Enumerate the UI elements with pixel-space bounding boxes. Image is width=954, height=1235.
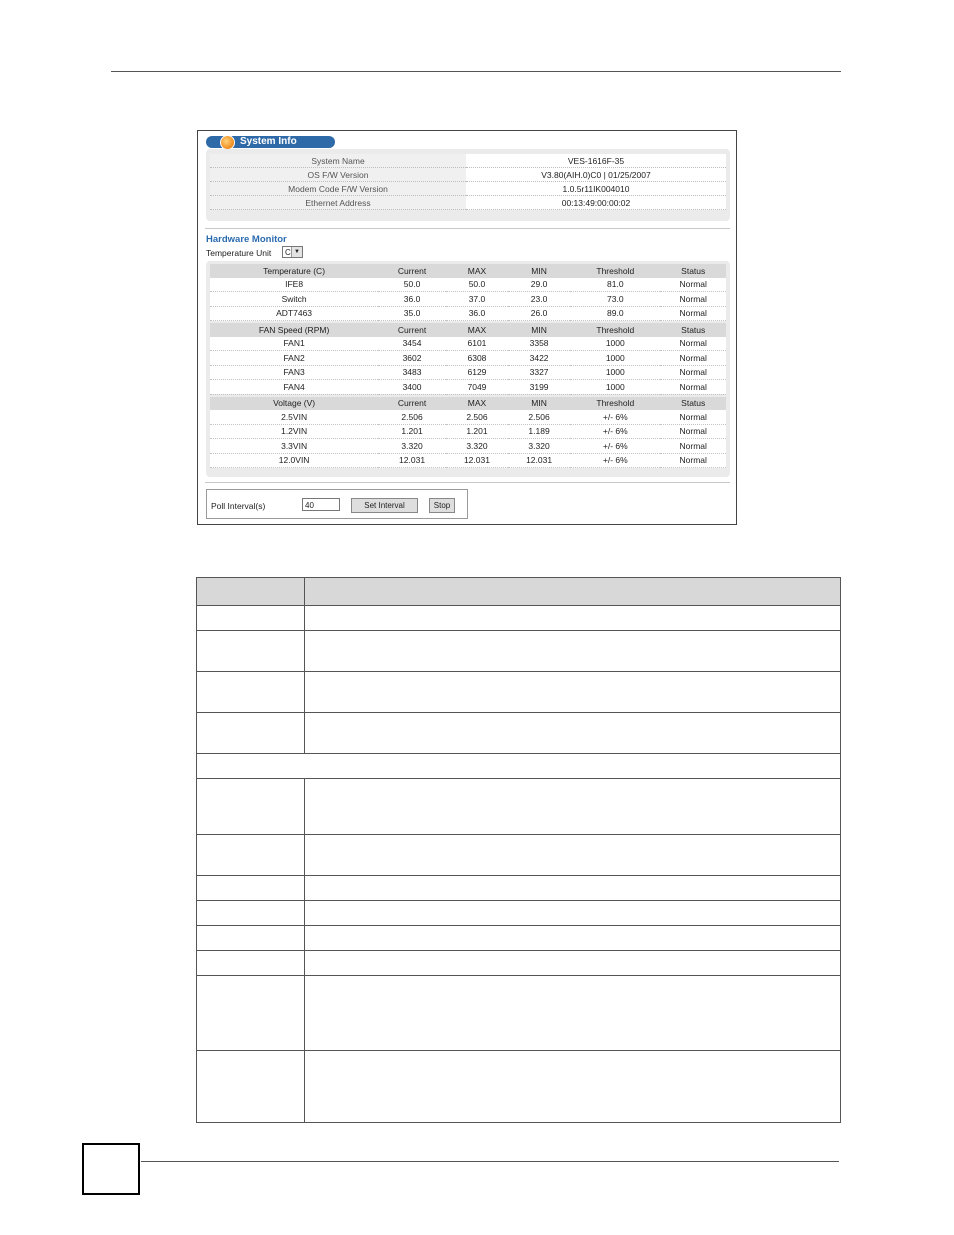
table-row: FAN4 3400 7049 3199 1000 Normal [210, 380, 726, 395]
hardware-monitor-table [210, 264, 726, 468]
set-interval-button[interactable]: Set Interval [351, 498, 418, 513]
table-section-row [197, 754, 841, 779]
page-footer-rule [141, 1161, 839, 1162]
hardware-monitor-panel [206, 261, 730, 477]
system-info-title: System Info [206, 136, 335, 148]
system-info-table [210, 154, 726, 210]
field-description-table [196, 577, 841, 1123]
table-row [197, 926, 841, 951]
info-row: Modem Code F/W Version 1.0.5r11IK004010 [210, 182, 726, 196]
page-number-box [82, 1143, 140, 1195]
temperature-unit-select[interactable]: C ▼ [282, 246, 303, 258]
info-row: System Name VES-1616F-35 [210, 154, 726, 168]
table-row: IFE8 50.0 50.0 29.0 81.0 Normal [210, 278, 726, 292]
table-row [197, 779, 841, 835]
info-row: OS F/W Version V3.80(AIH.0)C0 | 01/25/2007 [210, 168, 726, 182]
orange-bullet-icon [220, 135, 235, 150]
table-row [197, 951, 841, 976]
fan-header-row: FAN Speed (RPM) Current MAX MIN Threshold Status [210, 323, 726, 337]
table-row: FAN2 3602 6308 3422 1000 Normal [210, 351, 726, 366]
poll-interval-label: Poll Interval(s) [211, 501, 266, 511]
temperature-header-row: Temperature (C) Current MAX MIN Threshold Status [210, 264, 726, 278]
table-row: FAN1 3454 6101 3358 1000 Normal [210, 337, 726, 351]
table-row [197, 713, 841, 754]
table-row [197, 835, 841, 876]
table-row: 3.3VIN 3.320 3.320 3.320 +/- 6% Normal [210, 439, 726, 454]
table-row [197, 631, 841, 672]
table-row: ADT7463 35.0 36.0 26.0 89.0 Normal [210, 306, 726, 321]
table-row: 2.5VIN 2.506 2.506 2.506 +/- 6% Normal [210, 410, 726, 424]
poll-interval-box [206, 489, 468, 519]
info-row: Ethernet Address 00:13:49:00:00:02 [210, 196, 726, 210]
chevron-down-icon[interactable]: ▼ [291, 247, 302, 257]
voltage-header-row: Voltage (V) Current MAX MIN Threshold Status [210, 397, 726, 411]
table-row [197, 606, 841, 631]
section-divider [205, 228, 730, 229]
table-row [197, 876, 841, 901]
table-row [197, 976, 841, 1051]
table-row: Switch 36.0 37.0 23.0 73.0 Normal [210, 292, 726, 307]
table-row [197, 1051, 841, 1123]
table-row: 12.0VIN 12.031 12.031 12.031 +/- 6% Normal [210, 453, 726, 468]
page-header-rule [111, 71, 841, 72]
table-row [197, 672, 841, 713]
system-info-screen [197, 130, 737, 525]
table-header-row [197, 578, 841, 606]
table-row: 1.2VIN 1.201 1.201 1.189 +/- 6% Normal [210, 424, 726, 439]
hardware-monitor-title: Hardware Monitor [206, 234, 287, 245]
stop-button[interactable]: Stop [429, 498, 455, 513]
section-divider [205, 482, 730, 483]
table-row: FAN3 3483 6129 3327 1000 Normal [210, 365, 726, 380]
poll-interval-input[interactable]: 40 [302, 498, 340, 511]
table-row [197, 901, 841, 926]
system-info-panel [206, 149, 730, 221]
temperature-unit-label: Temperature Unit [206, 248, 272, 258]
